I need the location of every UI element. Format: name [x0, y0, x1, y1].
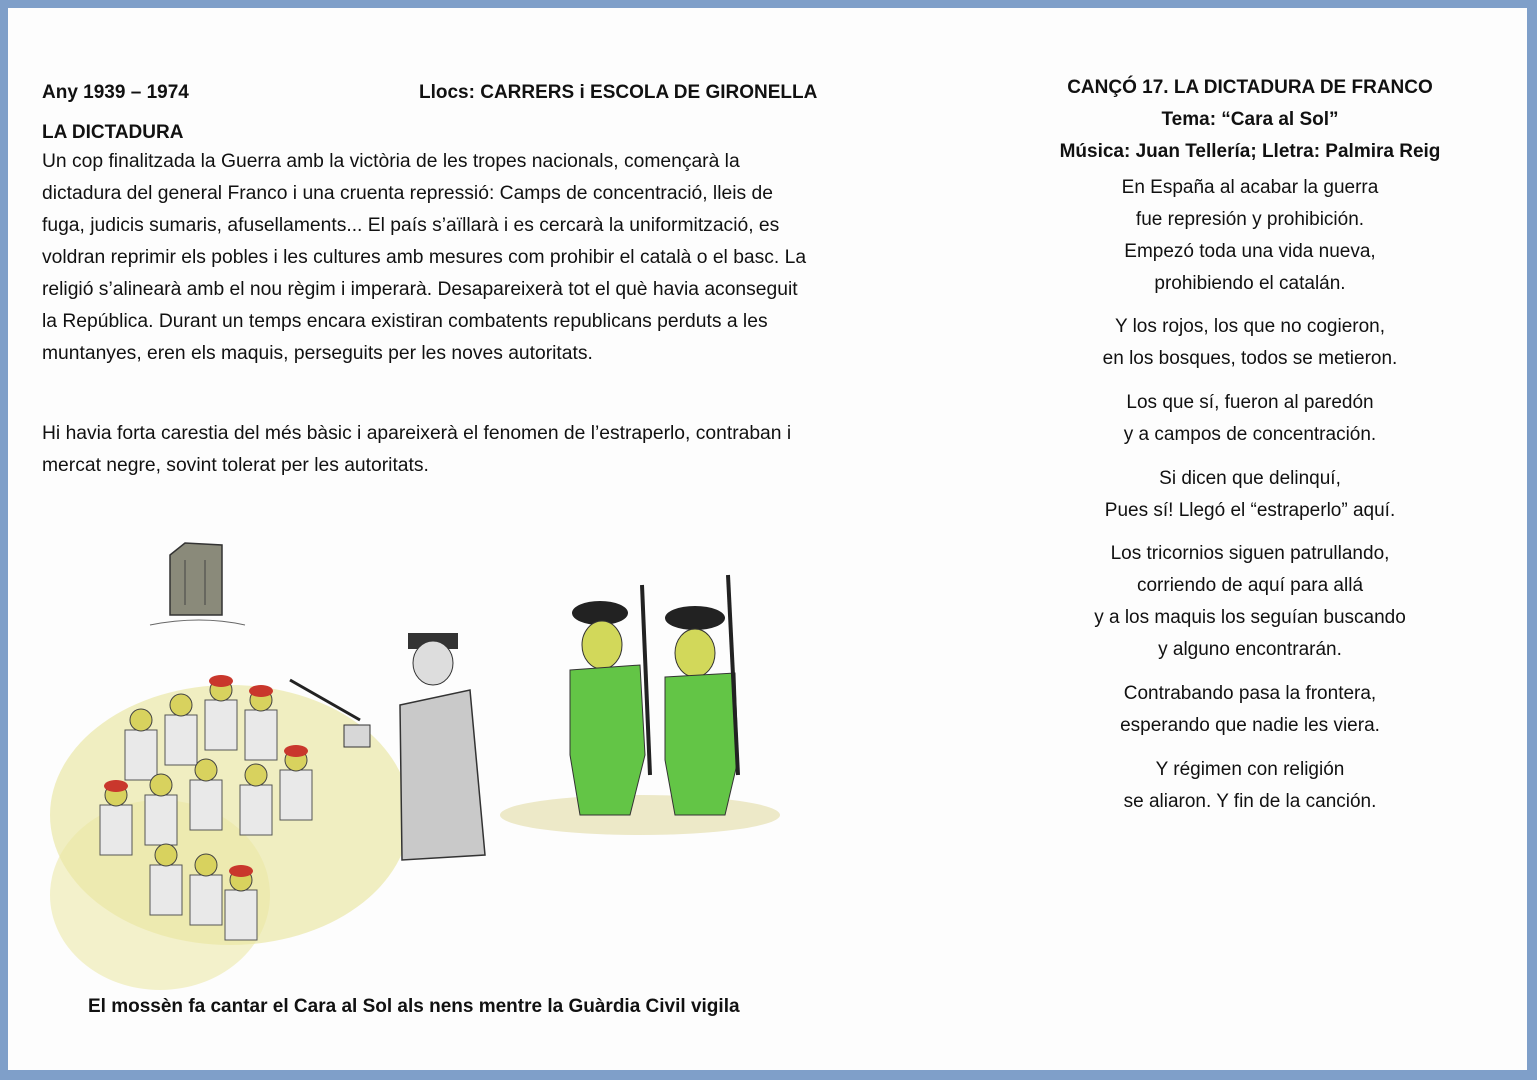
lyric-line: fue represión y prohibición. — [1135, 209, 1365, 230]
song-stanza — [1040, 463, 1460, 527]
lyric-line: corriendo de aquí para allá — [1136, 575, 1364, 596]
guard-figure-right — [665, 575, 738, 815]
lyric-line: y alguno encontrarán. — [1158, 639, 1342, 660]
lyric-line: Empezó toda una vida nueva, — [1124, 241, 1376, 262]
song-theme: Tema: “Cara al Sol” — [1161, 109, 1339, 130]
lyric-line: esperando que nadie les viera. — [1120, 715, 1380, 736]
church-tower — [150, 543, 245, 625]
song-stanza — [1040, 754, 1460, 818]
song-stanza — [1040, 172, 1460, 300]
lyric-line: Si dicen que delinquí, — [1159, 468, 1341, 489]
lyric-line: prohibiendo el catalán. — [1154, 273, 1346, 294]
lyric-line: y a campos de concentración. — [1123, 424, 1377, 445]
lyric-line: se aliaron. Y fin de la canción. — [1123, 791, 1377, 812]
lyric-line: En España al acabar la guerra — [1121, 177, 1379, 198]
guard-figure-left — [570, 585, 650, 815]
lyric-line: Contrabando pasa la frontera, — [1123, 683, 1377, 704]
song-title: CANÇÓ 17. LA DICTADURA DE FRANCO — [1067, 77, 1433, 98]
places-label: Llocs: CARRERS i ESCOLA DE GIRONELLA — [419, 82, 818, 103]
lyric-line: en los bosques, todos se metieron. — [1102, 348, 1398, 369]
lyric-line: Pues sí! Llegó el “estraperlo” aquí. — [1104, 500, 1396, 521]
illustration — [40, 515, 790, 1000]
illustration-caption: El mossèn fa cantar el Cara al Sol als nens mentre la Guàrdia Civil vigila — [88, 996, 740, 1017]
song-stanza — [1040, 387, 1460, 451]
body-paragraph: Hi havia forta carestia del més bàsic i apareixerà el fenomen de l’estraperlo, contraban i mercat negre, sovint tolerat per les autoritats. — [42, 423, 792, 476]
song-credits: Música: Juan Tellería; Lletra: Palmira Reig — [1059, 141, 1441, 162]
section-title: LA DICTADURA — [42, 122, 184, 143]
years-label: Any 1939 – 1974 — [42, 82, 189, 103]
lyric-line: Y régimen con religión — [1155, 759, 1345, 780]
song-stanza — [1040, 538, 1460, 666]
lyric-line: Los que sí, fueron al paredón — [1126, 392, 1374, 413]
song-stanza — [1040, 678, 1460, 742]
song-stanza — [1040, 311, 1460, 375]
lyric-line: y a los maquis los seguían buscando — [1094, 607, 1406, 628]
lyric-line: Y los rojos, los que no cogieron, — [1114, 316, 1386, 337]
lyric-line: Los tricornios siguen patrullando, — [1110, 543, 1390, 564]
body-paragraph: Un cop finalitzada la Guerra amb la victòria de les tropes nacionals, començarà la dictadura del general Franco i una cruenta repressió: Camps de concentració, lleis de fuga, judicis sumaris, afusellaments... El país s’aïllarà i es cercarà la uniformització, es voldran reprimir els pobles i les cultures amb mesures com prohibir el català o el basc. La religió s’alinearà amb el nou règim i imperarà. Desapareixerà tot el què havia aconseguit la República. Durant un temps encara existiran combatents republicans perduts a les muntanyes, eren els maquis, perseguits per les noves autoritats. — [42, 151, 807, 364]
